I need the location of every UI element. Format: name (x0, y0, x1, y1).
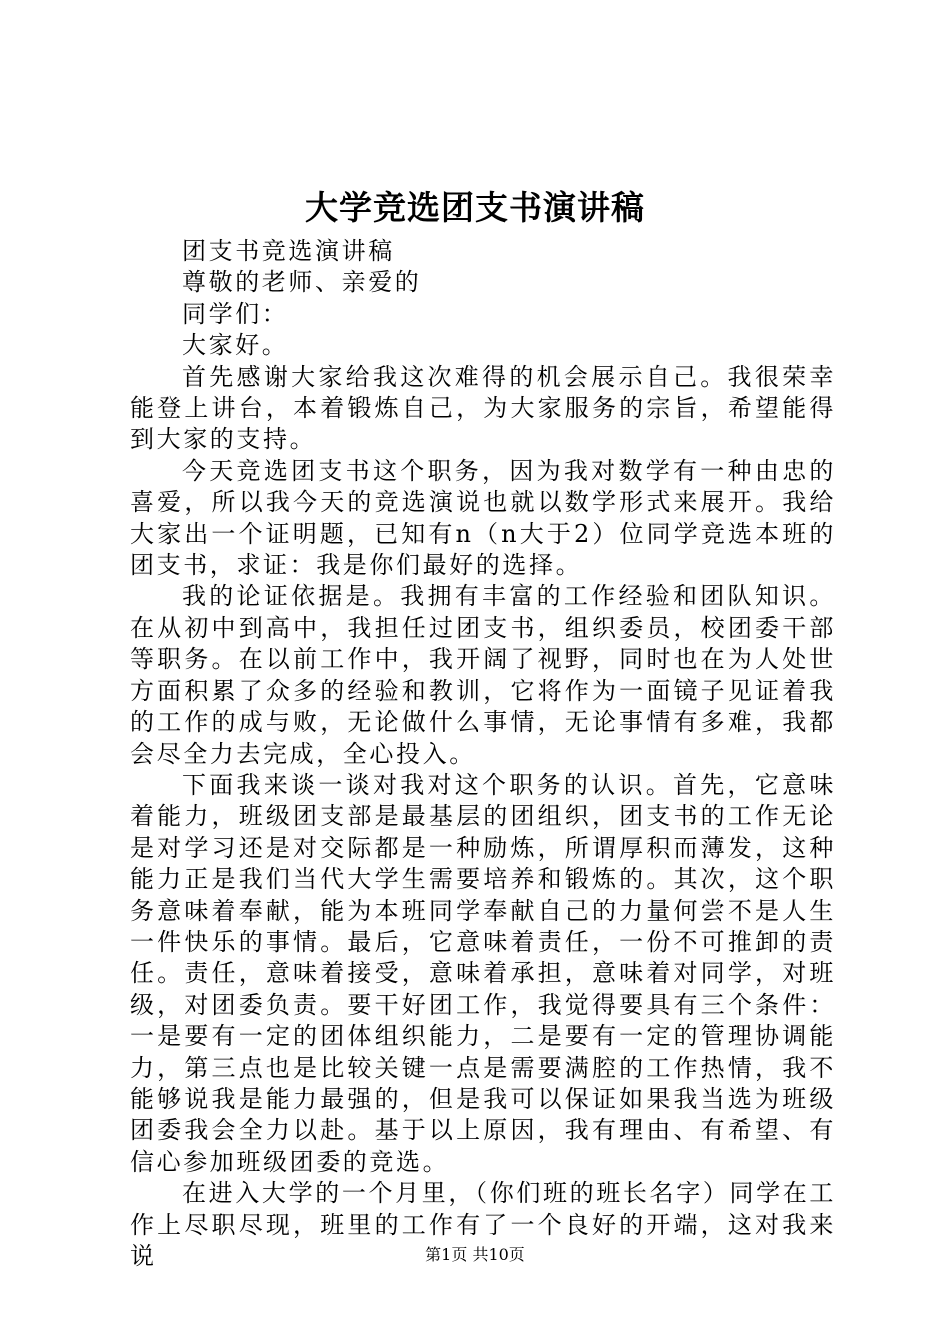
document-body (130, 236, 836, 1272)
paragraph: 下面我来谈一谈对我对这个职务的认识。首先，它意味着能力，班级团支部是最基层的团组织，团支书的工作无论是对学习还是对交际都是一种励炼，所谓厚积而薄发，这种能力正是我们当代大学生需要培养和锻炼的。其次，这个职务意味着奉献，能为本班同学奉献自己的力量何尝不是人生一件快乐的事情。最后，它意味着责任，一份不可推卸的责任。责任，意味着接受，意味着承担，意味着对同学，对班级，对团委负责。要干好团工作，我觉得要具有三个条件：一是要有一定的团体组织能力，二是要有一定的管理协调能力，第三点也是比较关键一点是需要满腔的工作热情，我不能够说我是能力最强的，但是我可以保证如果我当选为班级团委我会全力以赴。基于以上原因，我有理由、有希望、有信心参加班级团委的竞选。 (130, 770, 836, 1176)
paragraph: 我的论证依据是。我拥有丰富的工作经验和团队知识。在从初中到高中，我担任过团支书，组织委员，校团委干部等职务。在以前工作中，我开阔了视野，同时也在为人处世方面积累了众多的经验和教训，它将作为一面镜子见证着我的工作的成与败，无论做什么事情，无论事情有多难，我都会尽全力去完成，全心投入。 (130, 582, 836, 768)
paragraph: 在进入大学的一个月里，（你们班的班长名字）同学在工作上尽职尽现，班里的工作有了一个良好的开端，这对我来说 (130, 1179, 836, 1270)
paragraph: 尊敬的老师、亲爱的 (182, 268, 422, 297)
document-title: 大学竞选团支书演讲稿 (305, 188, 645, 227)
paragraph: 大家好。 (182, 331, 289, 360)
paragraph: 首先感谢大家给我这次难得的机会展示自己。我很荣幸能登上讲台，本着锻炼自己，为大家服务的宗旨，希望能得到大家的支持。 (130, 362, 836, 454)
paragraph: 今天竞选团支书这个职务，因为我对数学有一种由忠的喜爱，所以我今天的竞选演说也就以数学形式来展开。我给大家出一个证明题，已知有n（n大于2）位同学竞选本班的团支书，求证：我是你们最好的选择。 (130, 456, 836, 580)
paragraph: 同学们： (182, 299, 289, 328)
paragraph: 团支书竞选演讲稿 (182, 237, 395, 265)
page-footer: 第1页 共10页 (425, 1245, 525, 1264)
